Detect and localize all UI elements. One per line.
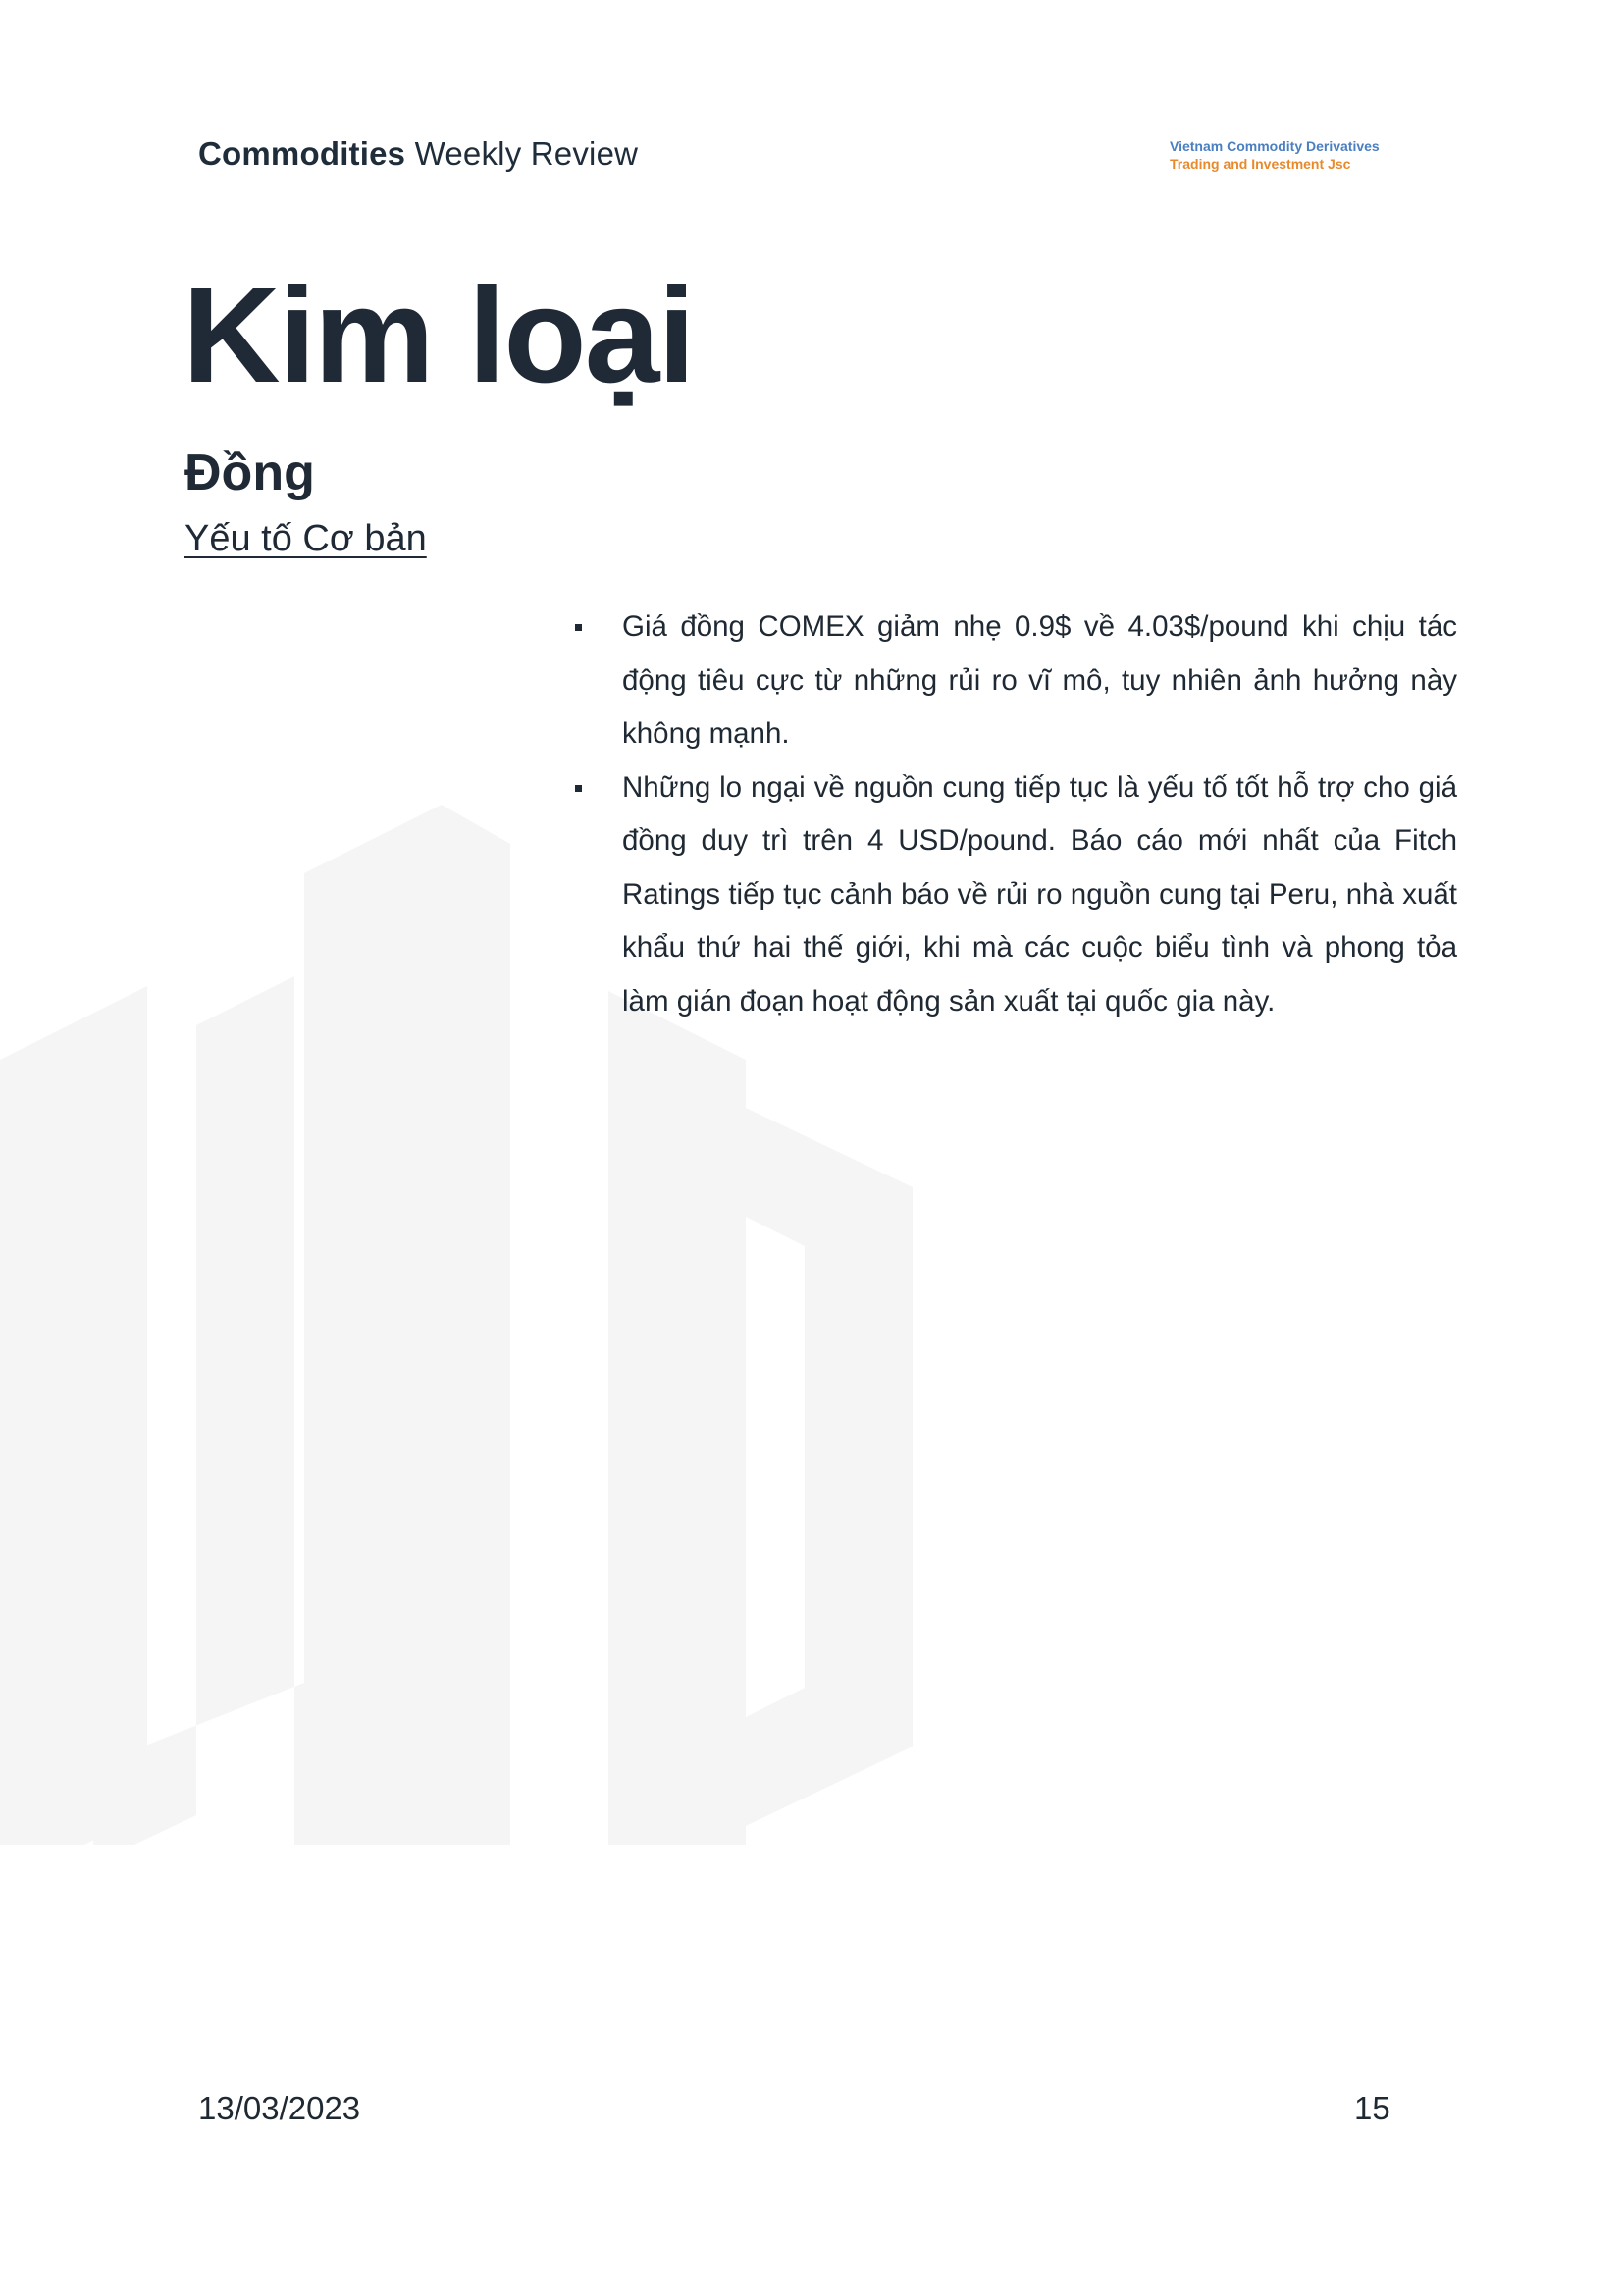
square-bullet-icon [575, 624, 582, 631]
subsection-title: Yếu tố Cơ bản [184, 518, 427, 559]
company-logo-line2: Trading and Investment Jsc [1170, 156, 1351, 172]
bullet-item [569, 600, 1457, 761]
company-logo-line1: Vietnam Commodity Derivatives [1170, 138, 1380, 154]
section-title: Đồng [184, 444, 315, 501]
bullet-list [569, 600, 1457, 1028]
page-title: Kim loại [183, 260, 694, 411]
square-bullet-icon [575, 785, 582, 792]
company-logo [1170, 137, 1380, 173]
report-header-title [198, 135, 638, 173]
page-number: 15 [1354, 2090, 1390, 2126]
bullet-item [569, 761, 1457, 1029]
bullet-text: Những lo ngại về nguồn cung tiếp tục là yếu tố tốt hỗ trợ cho giá đồng duy trì trên 4 USD/pound. Báo cáo mới nhất của Fitch Ratings tiếp tục cảnh báo về rủi ro nguồn cung tại Peru, nhà xuất khẩu thứ hai thế giới, khi mà các cuộc biểu tình và phong tỏa làm gián đoạn hoạt động sản xuất tại quốc gia này. [622, 770, 1457, 1017]
bullet-text: Giá đồng COMEX giảm nhẹ 0.9$ về 4.03$/pound khi chịu tác động tiêu cực từ những rủi ro vĩ mô, tuy nhiên ảnh hưởng này không mạnh. [622, 610, 1457, 750]
report-header-title-bold: Commodities [198, 135, 406, 172]
footer-date: 13/03/2023 [198, 2090, 361, 2126]
report-header-title-rest: Weekly Review [405, 135, 639, 172]
